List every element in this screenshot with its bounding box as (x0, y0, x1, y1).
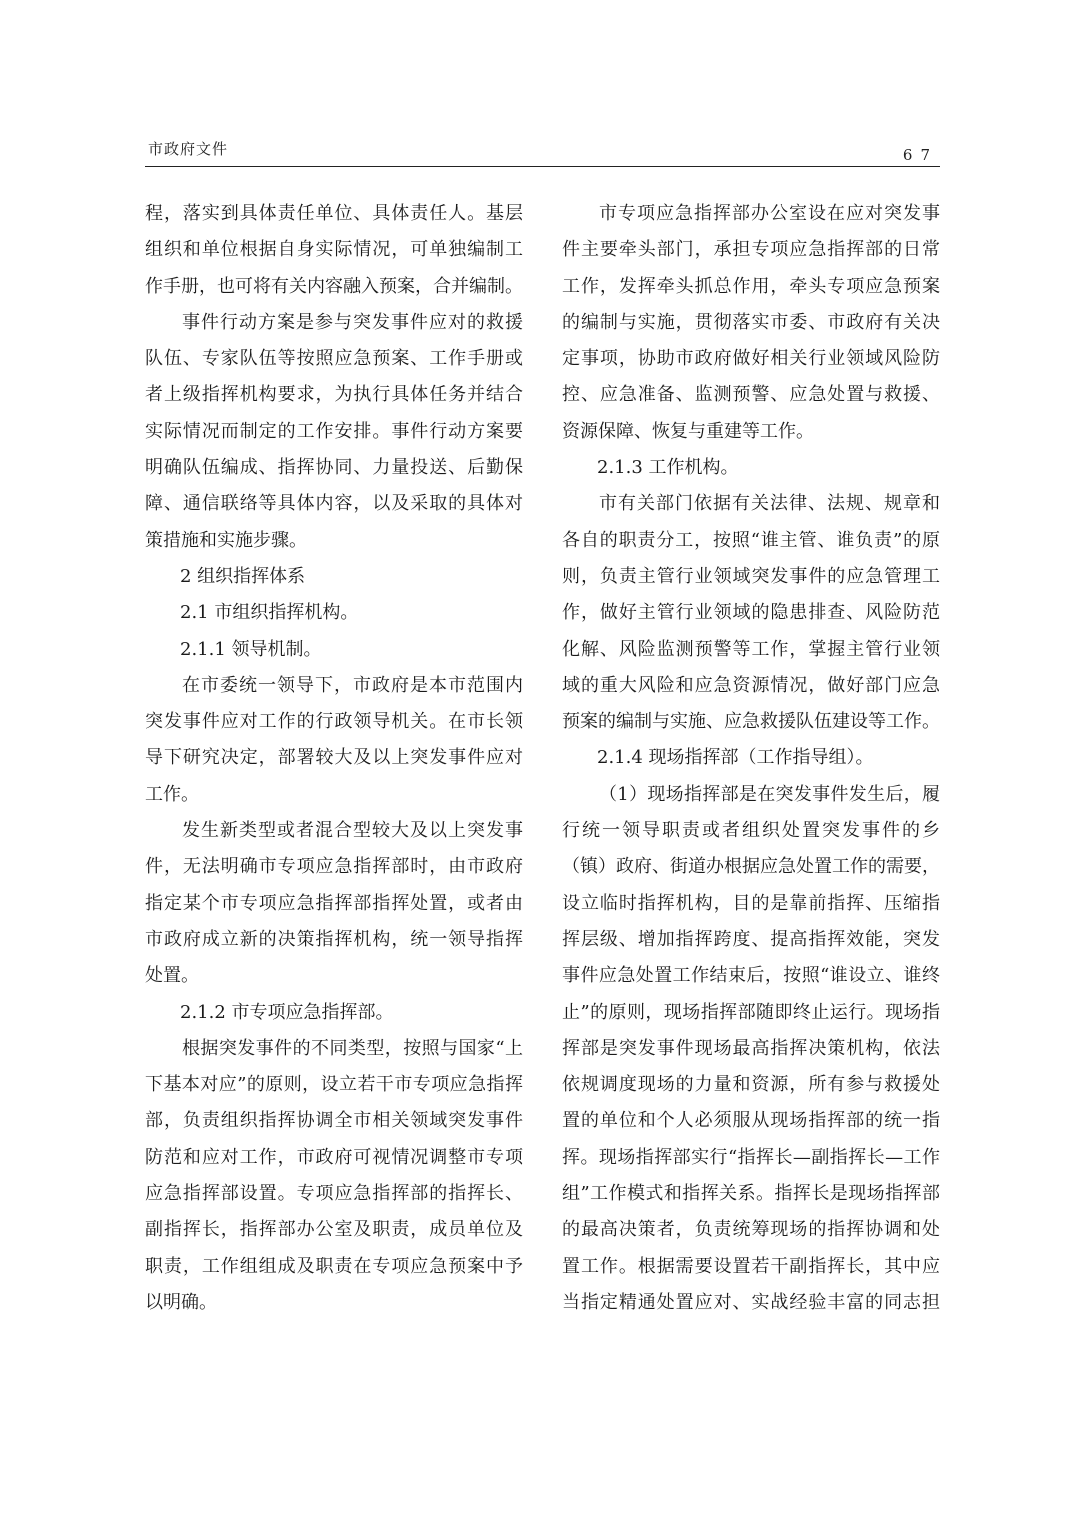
section-heading: 2.1.3 工作机构。 (597, 457, 739, 479)
section-heading: 2 组织指挥体系 (180, 565, 306, 587)
section-heading: 2.1 市组织指挥机构。 (180, 602, 359, 624)
text-line: 挥部是突发事件现场最高指挥决策机构，依法 (562, 1037, 940, 1059)
text-line: 的编制与实施，贯彻落实市委、市政府有关决 (562, 311, 940, 333)
text-line: 行统一领导职责或者组织处置突发事件的乡 (562, 820, 940, 842)
text-line: 处置。 (145, 965, 199, 987)
text-line: 市有关部门依据有关法律、法规、规章和 (599, 493, 940, 515)
text-line: 化解、风险监测预警等工作，掌握主管行业领 (562, 638, 940, 660)
text-line: 副指挥长，指挥部办公室及职责，成员单位及 (145, 1219, 523, 1241)
text-line: 防范和应对工作，市政府可视情况调整市专项 (145, 1146, 523, 1168)
text-line: 工作。 (145, 783, 199, 805)
text-line: 组”工作模式和指挥关系。指挥长是现场指挥部 (562, 1183, 940, 1205)
text-line: 策措施和实施步骤。 (145, 529, 307, 551)
text-line: 设立临时指挥机构，目的是靠前指挥、压缩指 (562, 892, 940, 914)
text-line: 明确队伍编成、指挥协同、力量投送、后勤保 (145, 457, 523, 479)
text-line: 域的重大风险和应急资源情况，做好部门应急 (562, 674, 940, 696)
text-line: 市专项应急指挥部办公室设在应对突发事 (599, 203, 940, 224)
text-line: 者上级指挥机构要求，为执行具体任务并结合 (145, 384, 523, 406)
text-line: 指定某个市专项应急指挥部指挥处置，或者由 (145, 892, 523, 914)
text-line: 职责，工作组组成及职责在专项应急预案中予 (145, 1255, 523, 1277)
text-line: 依规调度现场的力量和资源，所有参与救援处 (562, 1074, 940, 1096)
text-line: 控、应急准备、监测预警、应急处置与救援、 (562, 384, 940, 406)
section-heading: 2.1.1 领导机制。 (180, 638, 322, 660)
left-column (145, 196, 523, 1321)
text-line: 事件行动方案是参与突发事件应对的救援 (182, 311, 523, 333)
text-line: 事件应急处置工作结束后，按照“谁设立、谁终 (562, 965, 940, 987)
text-line: 件主要牵头部门，承担专项应急指挥部的日常 (562, 239, 940, 261)
text-line: （镇）政府、街道办根据应急处置工作的需要， (562, 856, 940, 878)
section-heading: 2.1.4 现场指挥部（工作指导组）。 (597, 747, 874, 769)
text-line: 突发事件应对工作的行政领导机关。在市长领 (145, 711, 523, 733)
text-line: 在市委统一领导下，市政府是本市范围内 (182, 674, 523, 696)
text-line: 下基本对应”的原则，设立若干市专项应急指挥 (145, 1074, 523, 1096)
section-heading: 2.1.2 市专项应急指挥部。 (180, 1001, 394, 1023)
header-title: 市政府文件 (148, 140, 229, 158)
page-header (145, 138, 940, 167)
text-line: 程，落实到具体责任单位、具体责任人。基层 (145, 203, 523, 224)
right-column (562, 196, 940, 1321)
text-line: 资源保障、恢复与重建等工作。 (562, 420, 814, 442)
text-line: 工作，发挥牵头抓总作用，牵头专项应急预案 (562, 275, 940, 297)
text-line: 队伍、专家队伍等按照应急预案、工作手册或 (145, 348, 523, 370)
text-line: 定事项，协助市政府做好相关行业领域风险防 (562, 348, 940, 370)
text-line: 则，负责主管行业领域突发事件的应急管理工 (562, 565, 940, 587)
page-number: 67 (902, 146, 938, 164)
text-line: 的最高决策者，负责统筹现场的指挥协调和处 (562, 1219, 940, 1241)
text-line: 挥层级、增加指挥跨度、提高指挥效能，突发 (562, 928, 940, 950)
text-line: 件，无法明确市专项应急指挥部时，由市政府 (145, 856, 523, 878)
text-line: 障、通信联络等具体内容，以及采取的具体对 (145, 493, 523, 515)
text-line: 置工作。根据需要设置若干副指挥长，其中应 (562, 1255, 940, 1277)
text-line: 应急指挥部设置。专项应急指挥部的指挥长、 (145, 1183, 523, 1205)
text-line: 挥。现场指挥部实行“指挥长—副指挥长—工作 (562, 1146, 940, 1168)
text-line: 作，做好主管行业领域的隐患排查、风险防范 (562, 602, 940, 624)
text-line: 组织和单位根据自身实际情况，可单独编制工 (145, 239, 523, 261)
text-line: 预案的编制与实施、应急救援队伍建设等工作。 (562, 711, 940, 733)
text-line: 市政府成立新的决策指挥机构，统一领导指挥 (145, 928, 523, 950)
text-line: 实际情况而制定的工作安排。事件行动方案要 (145, 420, 523, 442)
text-line: 止”的原则，现场指挥部随即终止运行。现场指 (562, 1001, 940, 1023)
text-line: 发生新类型或者混合型较大及以上突发事 (182, 820, 523, 842)
text-line: 导下研究决定，部署较大及以上突发事件应对 (145, 747, 523, 769)
text-line: 作手册，也可将有关内容融入预案，合并编制。 (145, 275, 523, 297)
text-line: 当指定精通处置应对、实战经验丰富的同志担 (562, 1291, 940, 1313)
text-line: 置的单位和个人必须服从现场指挥部的统一指 (562, 1110, 940, 1132)
text-line: 各自的职责分工，按照“谁主管、谁负责”的原 (562, 529, 940, 551)
text-line: （1）现场指挥部是在突发事件发生后，履 (599, 783, 940, 805)
text-line: 根据突发事件的不同类型，按照与国家“上 (182, 1037, 523, 1059)
text-line: 部，负责组织指挥协调全市相关领域突发事件 (145, 1110, 523, 1132)
text-line: 以明确。 (145, 1291, 217, 1313)
